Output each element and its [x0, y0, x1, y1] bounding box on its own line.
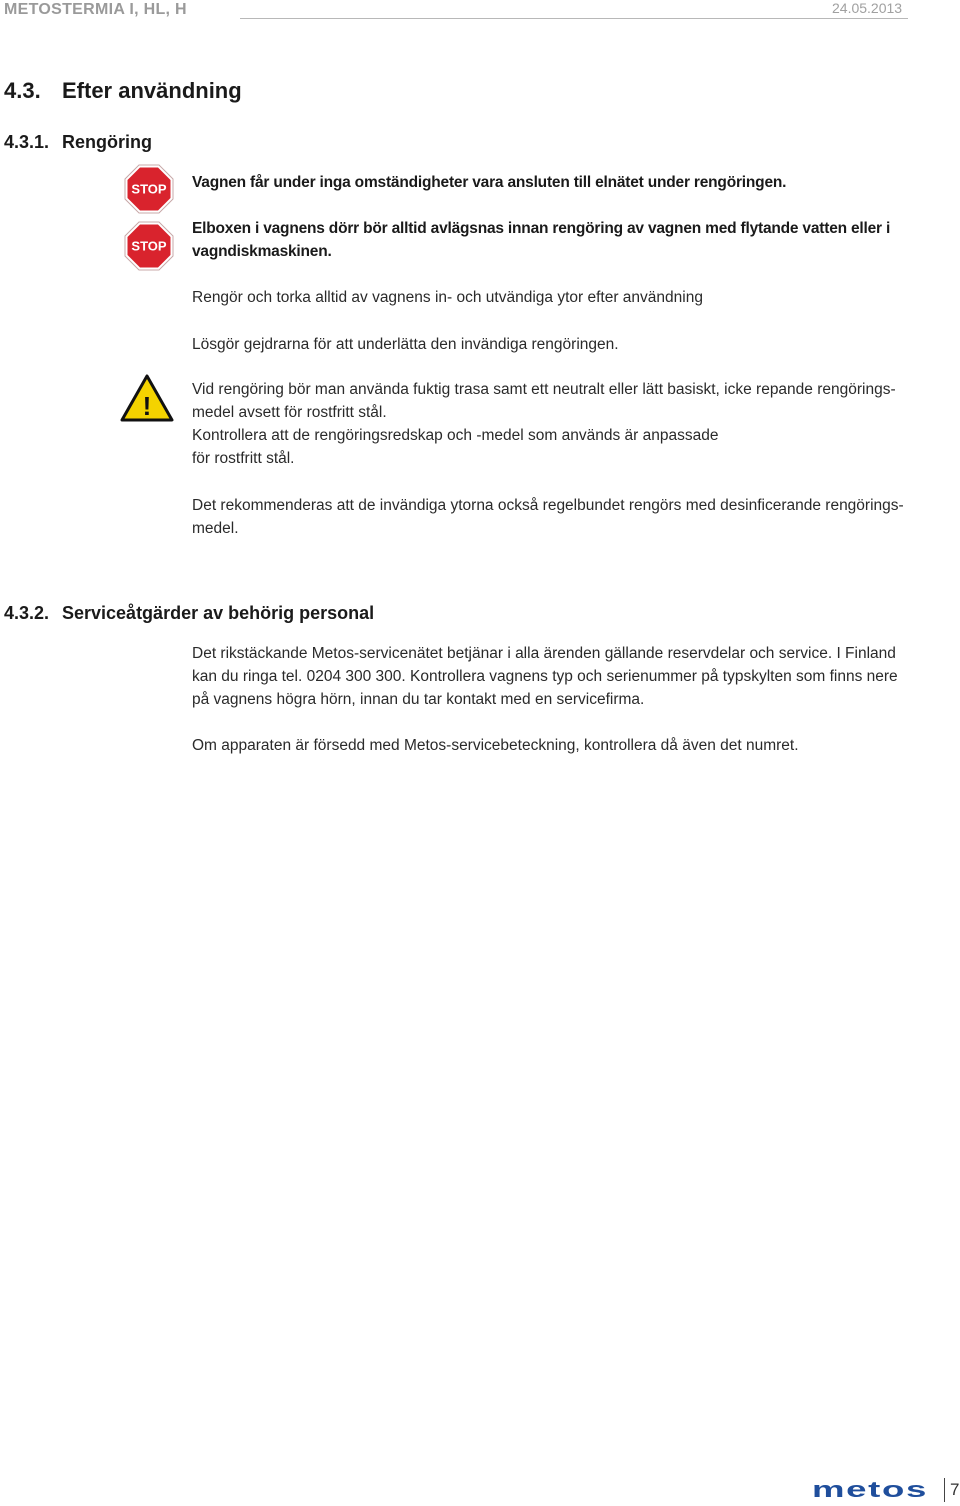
warning-triangle-icon: [120, 374, 174, 422]
stop-sign-icon: [124, 221, 174, 271]
warning-text-1: Vid rengöring bör man använda fuktig trasa samt ett neutralt eller lätt basiskt, icke repande rengörings-medel avsett för rostfritt stål.: [192, 381, 896, 421]
subsection-title: Serviceåtgärder av behörig personal: [62, 603, 375, 623]
cleaning-paragraph-3: Det rekommenderas att de invändiga ytorna också regelbundet rengörs med desinficerande rengörings-medel.: [192, 497, 904, 537]
warning-text-2: Kontrollera att de rengöringsredskap och -medel som används är anpassade för rostfritt stål.: [192, 427, 719, 467]
subsection-number: 4.3.1.: [4, 132, 50, 152]
metos-logo: [812, 1481, 930, 1499]
stop-sign-label: STOP: [131, 238, 167, 254]
header-divider: [240, 18, 908, 19]
subsection-heading-cleaning: [4, 132, 152, 153]
footer-divider: [944, 1478, 945, 1502]
section-heading: [4, 78, 242, 104]
section-title: Efter användning: [62, 78, 242, 103]
stop-sign-label: STOP: [131, 181, 167, 197]
page-number: 7: [950, 1480, 960, 1499]
document-title: METOSTERMIA I, HL, H: [4, 1, 187, 18]
stop-sign-icon: [124, 164, 174, 214]
stop-warning-text-2: Elboxen i vagnens dörr bör alltid avlägsnas innan rengöring av vagnen med flytande vatten eller i vagndiskmaskinen.: [192, 220, 891, 260]
logo-text: metos: [812, 1481, 928, 1499]
subsection-number: 4.3.2.: [4, 603, 50, 623]
cleaning-paragraph-1: Rengör och torka alltid av vagnens in- och utvändiga ytor efter användning: [192, 289, 703, 306]
section-number: 4.3.: [4, 78, 41, 103]
cleaning-paragraph-2: Lösgör gejdrarna för att underlätta den invändiga rengöringen.: [192, 336, 619, 353]
service-paragraph-1: Det rikstäckande Metos-servicenätet betjänar i alla ärenden gällande reservdelar och service. I Finland kan du ringa tel. 0204 300 300. Kontrollera vagnens typ och serienummer på typskylten som finns nere på vagnens högra hörn, innan du tar kontakt med en servicefirma.: [192, 645, 898, 708]
service-paragraph-2: Om apparaten är försedd med Metos-servicebeteckning, kontrollera då även det numret.: [192, 737, 799, 754]
warning-mark: !: [142, 391, 152, 421]
document-date: 24.05.2013: [832, 0, 903, 16]
stop-warning-text-1: Vagnen får under inga omständigheter vara ansluten till elnätet under rengöringen.: [192, 174, 787, 191]
subsection-heading-service: [4, 603, 374, 624]
subsection-title: Rengöring: [62, 132, 152, 152]
